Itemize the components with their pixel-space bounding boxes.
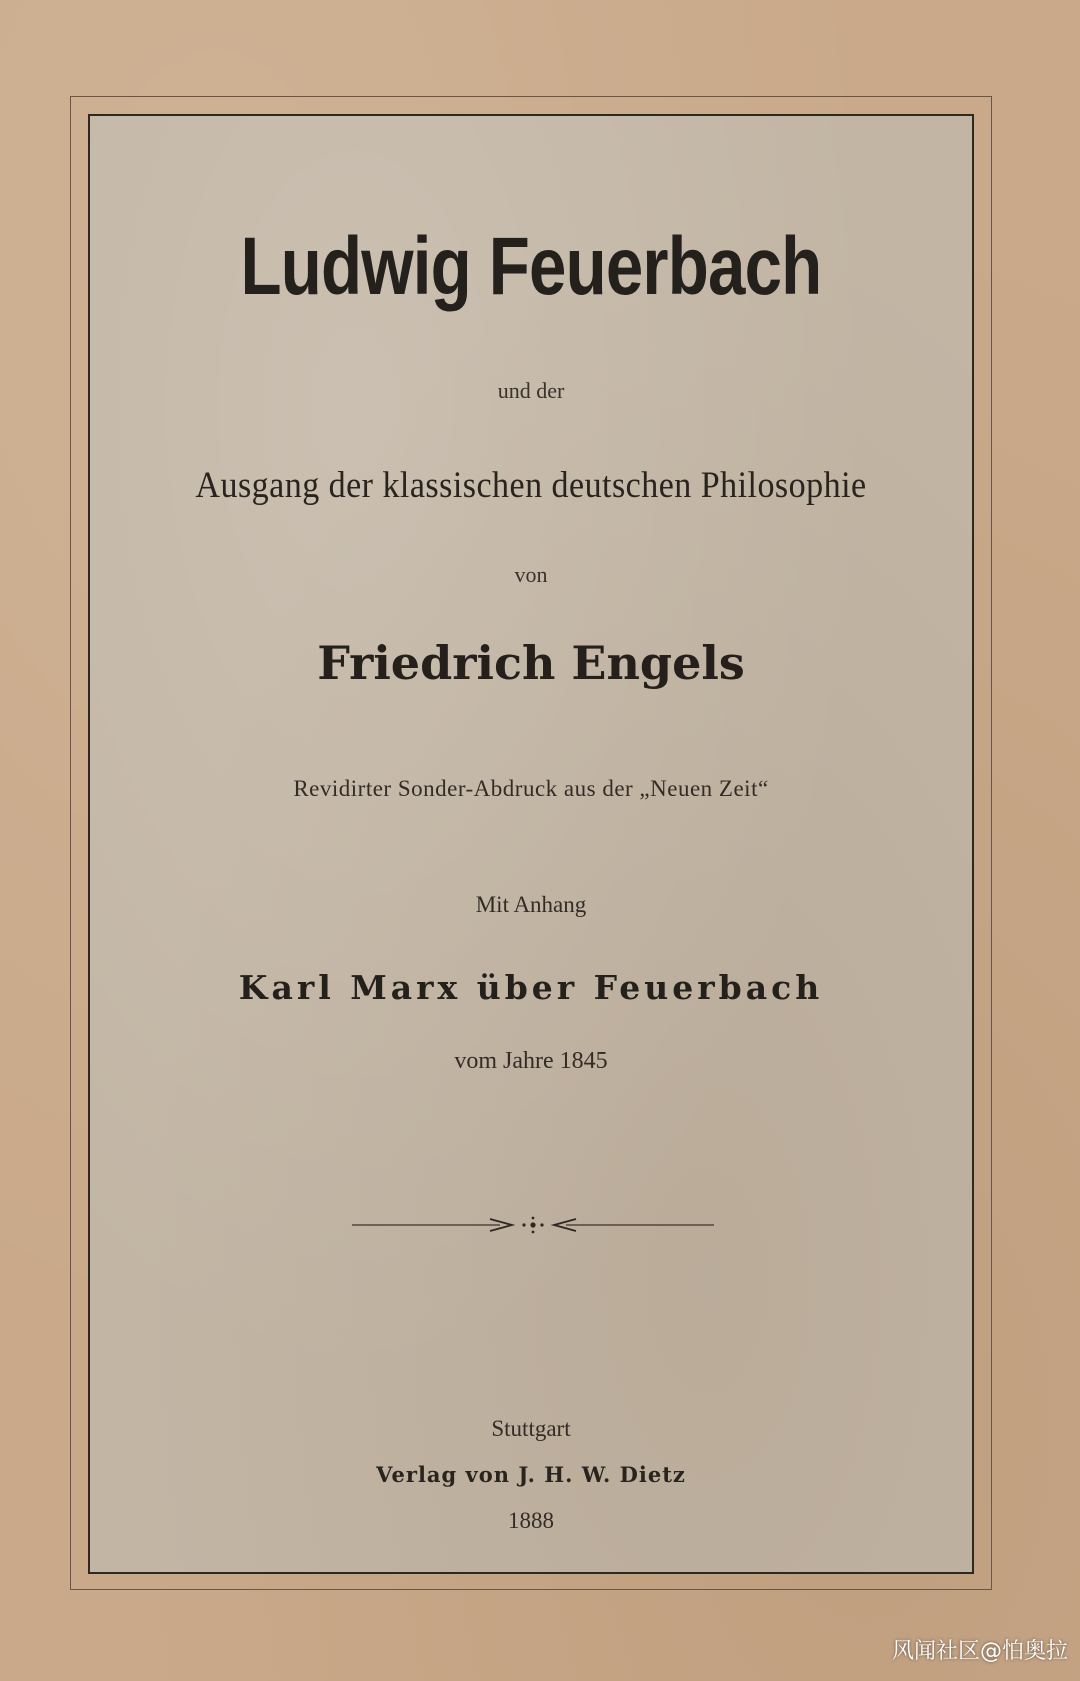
inner-frame: [88, 114, 974, 1574]
subtitle-connector: und der: [497, 378, 565, 403]
subtitle: Ausgang der klassischen deutschen Philosophie: [195, 465, 867, 506]
appendix-title: Karl Marx über Feuerbach: [238, 968, 824, 1007]
publisher: Verlag von J. H. W. Dietz: [376, 1462, 686, 1487]
author-name: Friedrich Engels: [317, 636, 745, 690]
watermark-text: 风闻社区@怕奥拉: [891, 1639, 1068, 1664]
book-title: Ludwig Feuerbach: [240, 221, 822, 312]
by-word: von: [514, 562, 548, 587]
publication-place: Stuttgart: [491, 1416, 571, 1441]
appendix-year: vom Jahre 1845: [454, 1048, 608, 1074]
edition-note: Revidirter Sonder-Abdruck aus der „Neuen Zeit“: [293, 776, 769, 801]
publication-year: 1888: [508, 1508, 554, 1533]
fleuron-ornament-icon: [352, 1210, 714, 1240]
appendix-intro: Mit Anhang: [475, 892, 587, 917]
